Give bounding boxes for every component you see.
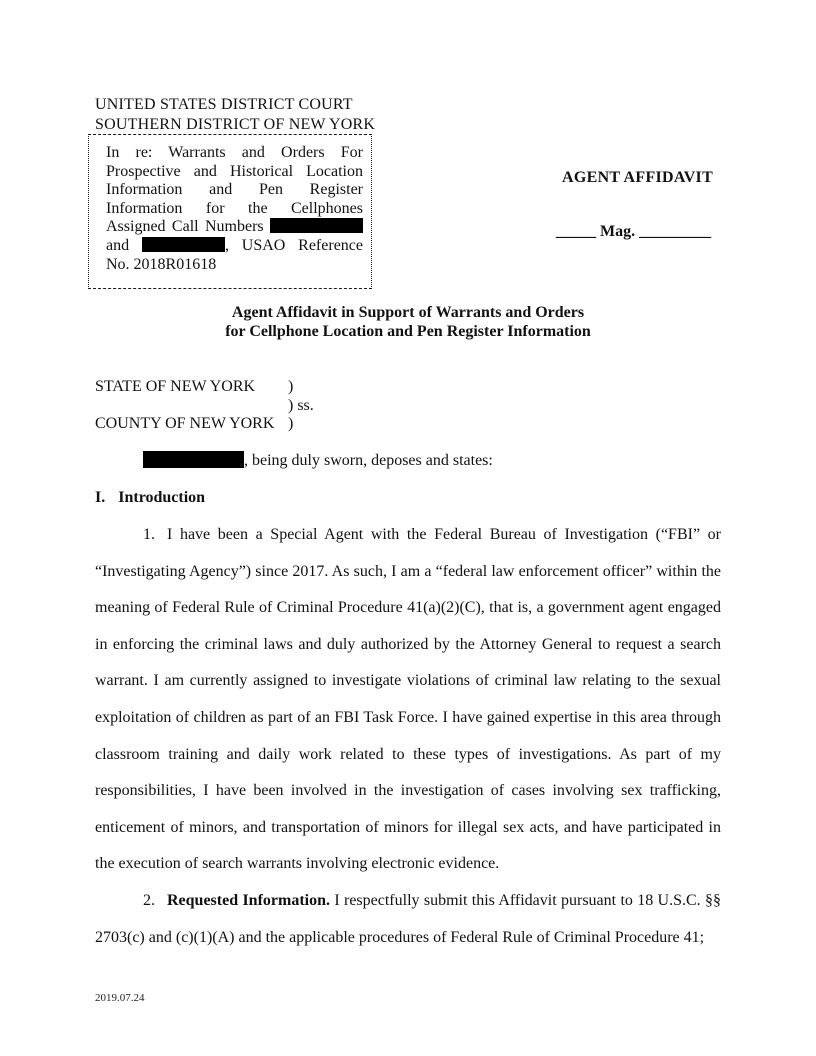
venue-row-ss — [95, 397, 314, 416]
caption-segment-1: In re: Warrants and Orders For Prospective and Historical Location Information and Pen Register Information for the Cellphones Assigned Call Numbers — [106, 144, 363, 236]
district-name: SOUTHERN DISTRICT OF NEW YORK — [95, 115, 376, 133]
section-title: Introduction — [118, 489, 206, 506]
section-number: I. — [95, 489, 106, 506]
court-header — [95, 95, 375, 134]
venue-block — [95, 378, 314, 434]
redaction-box-call-number-2 — [142, 237, 225, 252]
paragraph-1 — [95, 517, 721, 883]
document-title-line-1: Agent Affidavit in Support of Warrants and Orders — [231, 304, 585, 321]
venue-row-county — [95, 415, 314, 434]
magistrate-number-blank-line: _____ Mag. _________ — [556, 223, 712, 240]
case-caption-box — [88, 134, 372, 289]
venue-ss-label: ) ss. — [288, 396, 314, 414]
paragraph-1-text: I have been a Special Agent with the Federal Bureau of Investigation (“FBI” or “Investigating Agency”) since 2017. As such, I am a “federal law enforcement officer” within the meaning of Federal Rule of Criminal Procedure 41(a)(2)(C), that is, a government agent engaged in enforcing the criminal laws and duly authorized by the Attorney General to request a search warrant. I am currently assigned to investigate violations of criminal law relating to the sexual exploitation of children as part of an FBI Task Force. I have gained expertise in this area through classroom training and daily work related to these types of investigations. As part of my responsibilities, I have been involved in the investigation of cases involving sex trafficking, enticement of minors, and transportation of minors for illegal sex acts, and have participated in the execution of search warrants involving electronic evidence. — [95, 526, 721, 873]
agent-affidavit-label: AGENT AFFIDAVIT — [562, 169, 714, 186]
paragraph-2 — [95, 883, 721, 956]
section-heading-introduction — [95, 489, 205, 507]
paragraph-2-number: 2. — [143, 892, 155, 909]
paragraph-1-number: 1. — [143, 526, 155, 543]
paragraph-2-lead: Requested Information. — [167, 892, 330, 909]
redaction-box-deponent-name — [143, 451, 244, 468]
sworn-statement-text: , being duly sworn, deposes and states: — [244, 452, 493, 469]
document-title-line-2: for Cellphone Location and Pen Register Information — [225, 323, 591, 340]
venue-state-label: STATE OF NEW YORK — [95, 378, 256, 395]
court-name: UNITED STATES DISTRICT COURT — [95, 96, 353, 113]
redaction-box-call-number-1 — [270, 218, 363, 233]
venue-state-paren: ) — [288, 378, 294, 395]
case-caption-text — [106, 144, 363, 274]
footer-date-stamp: 2019.07.24 — [95, 992, 145, 1004]
document-title — [95, 303, 721, 341]
venue-row-state — [95, 378, 314, 397]
caption-segment-2: and — [106, 236, 130, 254]
sworn-statement-line — [95, 451, 493, 470]
venue-county-label: COUNTY OF NEW YORK — [95, 415, 275, 433]
venue-county-paren: ) — [288, 415, 294, 433]
paragraph-2-text: I respectfully submit this Affidavit pursuant to 18 U.S.C. §§ 2703(c) and (c)(1)(A) and the applicable procedures of Federal Rule of Criminal Procedure 41; — [95, 892, 722, 946]
caption-segment-3: , USAO Reference No. 2018R01618 — [106, 236, 363, 273]
